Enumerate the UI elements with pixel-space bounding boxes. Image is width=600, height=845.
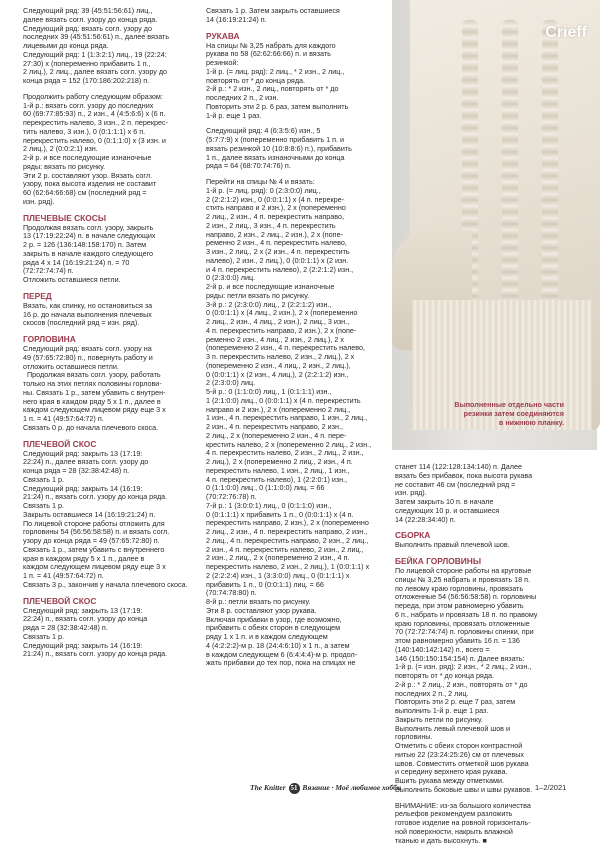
paragraph: 5-й р.: 0 (1:1:0:0) лиц., 1 (0:1:1:1) изн., 1 (2:1:0:0) лиц., 0 (0:0:1:1) х (4 п. перекрестить направо и 2 изн.), 2 х (попеременно 2 лиц., 1 изн., 4 п. перекрестить направо, 1 изн., 2 лиц., 2 изн., 4 п. перекрестить направо, 2 изн., 2 лиц., 2 х (попеременно 2 изн., 4 п. пере- крестить налево, 2 х (попеременно 2 лиц., 2 изн., 4 п. перекрестить налево, 2 изн., 2 лиц., 2 изн., 2 лиц.), 2 х (попеременно 2 лиц., 2 изн., 4 п. перекрестить налево, 1 изн., 2 лиц., 1 изн., 4 п. перекрестить налево), 1 (2:2:0:1) изн., 0 (1:1:0:0) лиц., 0 (1:1:0:0) лиц. = 66 (70:72:76:78) п.	[206, 388, 386, 502]
paragraph: Отложить оставшиеся петли.	[23, 276, 200, 285]
cable-pattern	[542, 20, 558, 310]
paragraph: 2-й р. и все последующие изнаночные ряды: петли вязать по рисунку.	[206, 283, 386, 301]
paragraph: На спицы № 3,25 набрать для каждого рукава по 58 (62:62:66:66) п. и вязать резинкой:	[206, 42, 386, 68]
paragraph: Следующий ряд: вязать согл. узору на 49 (57:65:72:80) п., повернуть работу и отложить оставшиеся петли. Продолжая вязать согл. узору, работать только на этих петлях половины горлови- ны. Связать 1 р., затем убавить с внутрен- него края в каждом ряду 5 х 1 п., далее в каждом следующем лицевом ряду еще 3 х 1 п. = 41 (49:57:64:72) п. Связать 0 р. до начала плечевого скоса.	[23, 345, 200, 433]
paragraph: Вязать, как спинку, но остановиться за 16 р. до начала выполнения плечевых скосов (последний ряд = изн. ряд).	[23, 302, 200, 328]
photo-caption: Выполненные отдельно части резинки затем соединяются в нижнюю планку.	[444, 400, 564, 427]
paragraph: Следующий ряд: закрыть 14 (16:19: 21:24) п., вязать согл. узору до конца ряда. Связать 1 р. Закрыть оставшиеся 14 (16:19:21:24) п. По лицевой стороне работы отложить для горловины 54 (56:56:58:58) п. и вязать согл. узору до конца ряда = 49 (57:65:72:80) п. Связать 1 р., затем убавить с внутреннего края в каждом ряду 5 х 1 п., далее в каждом следующем лицевом ряду еще 3 х 1 п. = 41 (49:57:64:72) п. Связать 3 р., закончив у начала плечевого скоса.	[23, 485, 200, 590]
paragraph: Продолжить работу следующим образом: 1-й р.: вязать согл. узору до последних 60 (69:77:85:93) п., 2 изн., 4 (4:5:6:6) х (6 п. перекрестить налево, 3 изн., 2 п. перекрес- тить налево, 3 изн.), 0 (0:1:1:1) х 6 п. перекрестить налево, 0 (0:1:1:0) х (3 изн. и 2 лиц.), 2 (0:0:2:1) изн.	[23, 93, 200, 154]
magazine-name: The Knitter	[250, 783, 286, 792]
paragraph: станет 114 (122:128:134:140) п. Далее вязать без прибавок, пока высота рукава не составит 46 см (последний ряд = изн. ряд). Затем закрыть 10 п. в начале следующих 10 р. и оставшиеся 14 (22:28:34:40) п.	[395, 463, 573, 524]
section-heading: ГОРЛОВИНА	[23, 334, 200, 344]
paragraph: Следующий ряд: 39 (45:51:56:61) лиц., далее вязать согл. узору до конца ряда.	[23, 7, 200, 25]
paragraph: Выполнить правый плечевой шов.	[395, 541, 573, 550]
magazine-tagline: Вязание · Моё любимое хобби	[302, 783, 401, 792]
page-number: 51	[289, 783, 300, 794]
paragraph: 7-й р.: 1 (3:0:0:1) лиц., 0 (0:1:1:0) изн., 0 (0:1:1:1) х прибавить 1 п., 0 (0:0:1:1) х (4 п. перекрестить направо, 2 изн.), 2 х (попеременно 2 лиц., 2 изн., 4 п. перекрестить направо, 2 изн., 2 лиц., 4 п. перекрестить направо, 2 изн., 2 лиц., 2 изн., 4 п. перекрестить налево, 2 изн., 2 лиц., 2 изн., 2 лиц., 2 х (попеременно 2 изн., 4 п. перекрестить налево, 2 изн., 2 лиц.), 1 (0:0:1:1) х 2 (2:2:2:4) изн., 1 (3:3:0:0) лиц., 0 (0:1:1:1) х прибавить 1 п., 0 (0:0:1:1) лиц. = 66 (70:74:78:80) п.	[206, 502, 386, 598]
paragraph: 2-й р.: * 2 лиц., 2 изн., повторять от * до последних 2 п., 2 лиц. Повторить эти 2 р. еще 7 раз, затем выполнить 1-й р. еще 1 раз. Закрыть петли по рисунку. Выполнить левый плечевой шов и горловины. Отметить с обеих сторон контрастной нитью 22 (23:24:25:26) см от плечевых швов. Совместить отметкой шов рукава и середину верхнего края рукава. Вшить рукава между отметками. Выполнить боковые швы и швы рукавов.	[395, 681, 573, 795]
paragraph: 1-й р. (= лиц. ряд): 2 лиц., * 2 изн., 2 лиц., повторять от * до конца ряда.	[206, 68, 386, 86]
section-heading: РУКАВА	[206, 31, 386, 41]
paragraph: 1-й р. (= изн. ряд): 2 изн., * 2 лиц., 2 изн., повторять от * до конца ряда.	[395, 663, 573, 681]
paragraph: По лицевой стороне работы на круговые спицы № 3,25 набрать и провязать 18 п. по левому краю горловины, провязать отложенные 54 (56:56:58:58) п. горловины переда, при этом равномерно убавить 6 п., набрать и провязать 18 п. по правому краю горловины, провязать отложенные 70 (72:72:74:74) п. горловины спинки, при этом равномерно убавить 16 п. = 136 (140:140:142:142) п., всего = 146 (150:150:154:154) п. Далее вязать:	[395, 567, 573, 663]
paragraph: Следующий ряд: закрыть 13 (17:19: 22:24) п., далее вязать согл. узору до конца ряда = 28 (32:38:42:48) п. Связать 1 р.	[23, 450, 200, 485]
paragraph: Следующий ряд: закрыть 13 (17:19: 22:24) п., вязать согл. узору до конца ряда = 28 (32:38:42:48) п. Связать 1 р.	[23, 607, 200, 642]
paragraph: 2-й р.: * 2 изн., 2 лиц., повторять от * до последних 2 п., 2 изн. Повторить эти 2 р. 6 раз, затем выполнить 1-й р. еще 1 раз.	[206, 85, 386, 120]
text-column-3	[395, 463, 573, 773]
paragraph: Связать 1 р. Затем закрыть оставшиеся 14 (16:19:21:24) п.	[206, 7, 386, 25]
text-column-2	[206, 7, 386, 775]
page-footer	[0, 783, 597, 795]
paragraph: 3-й р.: 2 (2:3:0:0) лиц., 2 (2:2:1:2) изн., 0 (0:0:1:1) х (4 лиц., 2 изн.), 2 х (попеременно 2 лиц., 2 изн., 4 лиц., 2 изн.), 2 лиц., 3 изн., 4 п. перекрестить направо, 2 изн.), 2 х (попе- ременно 2 изн., 4 лиц., 2 изн., 2 лиц.), 2 х (попеременно 2 изн., 4 п. перекрестить налево, 3 п. перекрестить налево, 2 изн., 2 лиц.), 2 х (попеременно 2 изн., 4 лиц., 2 изн., 2 лиц.), 0 (0:0:1:1) х (2 изн., 4 лиц.), 2 (2:2:1:2) изн., 2 (2:3:0:0) лиц.	[206, 301, 386, 389]
paragraph: Следующий ряд: 1 (1:3:2:1) лиц., 19 (22:24: 27:30) х (попеременно прибавить 1 п., 2 лиц.), 2 лиц., далее вязать согл. узору до конца ряда = 152 (170:186:202:218) п.	[23, 51, 200, 86]
paragraph: Продолжая вязать согл. узору, закрыть 13 (17:19:22:24) п. в начале следующих 2 р. = 126 (136:148:158:170) п. Затем закрыть в начале каждого следующего ряда 4 х 14 (16:19:21:24) п. = 70 (72:72:74:74) п.	[23, 224, 200, 277]
pattern-name: Crieff	[545, 24, 587, 42]
section-heading: БЕЙКА ГОРЛОВИНЫ	[395, 556, 573, 566]
section-heading: ПЕРЕД	[23, 291, 200, 301]
section-heading: СБОРКА	[395, 530, 573, 540]
paragraph: ВНИМАНИЕ: из-за большого количества рельефов рекомендуем разложить готовое изделие на ровной горизонталь- ной поверхности, накрыть влажной тканью и дать высохнуть. ■	[395, 802, 573, 845]
issue-number: 1–2/2021	[535, 783, 566, 792]
paragraph: Перейти на спицы № 4 и вязать: 1-й р. (= лиц. ряд): 0 (2:3:0:0) лиц., 2 (2:2:1:2) изн., 0 (0:0:1:1) х (4 п. перекре- стить направо и 2 изн.), 2 х (попеременно 2 лиц., 2 изн., 4 п. перекрестить направо, 2 изн., 2 лиц., 3 изн., 4 п. перекрестить направо, 2 изн., 2 лиц., 2 изн.), 2 х (попе- ременно 2 изн., 4 п. перекрестить налево, 3 изн., 2 лиц., 2 х (2 изн., 4 п. перекрестить налево), 2 изн., 2 лиц.), 0 (0:0:1:1) х (2 изн. и 4 п. перекрестить налево), 2 (2:2:1:2) изн., 0 (2:3:0:0) лиц.	[206, 178, 386, 283]
paragraph: Следующий ряд: 4 (6:3:5:6) изн., 5 (5:7:7:9) х (попеременно прибавить 1 п. и вязать резинкой 10 (10:8:8:6) п.), прибавить 1 п., далее вязать изнаночными до конца ряда = 64 (68:70:74:76) п.	[206, 127, 386, 171]
paragraph: Следующий ряд: вязать согл. узору до последних 39 (45:51:56:61) п., далее вязать лицевыми до конца ряда.	[23, 25, 200, 51]
text-column-1	[23, 7, 200, 775]
section-heading: ПЛЕЧЕВЫЕ СКОСЫ	[23, 213, 200, 223]
section-heading: ПЛЕЧЕВОЙ СКОС	[23, 439, 200, 449]
paragraph: 8-й р.: петли вязать по рисунку. Эти 8 р. составляют узор рукава. Включая прибавки в узор, где возможно, прибавить с обеих сторон в следующем ряду 1 х 1 п. и в каждом следующем 4 (4:2:2:2)-м р. 18 (24:4:6:10) х 1 п., а затем в каждом следующем 6 (6:4:4:4)-м р. продол- жать прибавки до тех пор, пока на спицах не	[206, 598, 386, 668]
sweater-photo	[392, 0, 597, 450]
paragraph: 2-й р. и все последующие изнаночные ряды: вязать по рисунку.	[23, 154, 200, 172]
paragraph: Эти 2 р. составляют узор. Вязать согл. узору, пока высота изделия не составит 60 (62:64:66:68) см (последний ряд = изн. ряд).	[23, 172, 200, 207]
cable-pattern	[502, 20, 518, 310]
paragraph: Следующий ряд: закрыть 14 (16:19: 21:24) п., вязать согл. узору до конца ряда.	[23, 642, 200, 660]
section-heading: ПЛЕЧЕВОЙ СКОС	[23, 596, 200, 606]
footer-brandline	[250, 783, 401, 794]
